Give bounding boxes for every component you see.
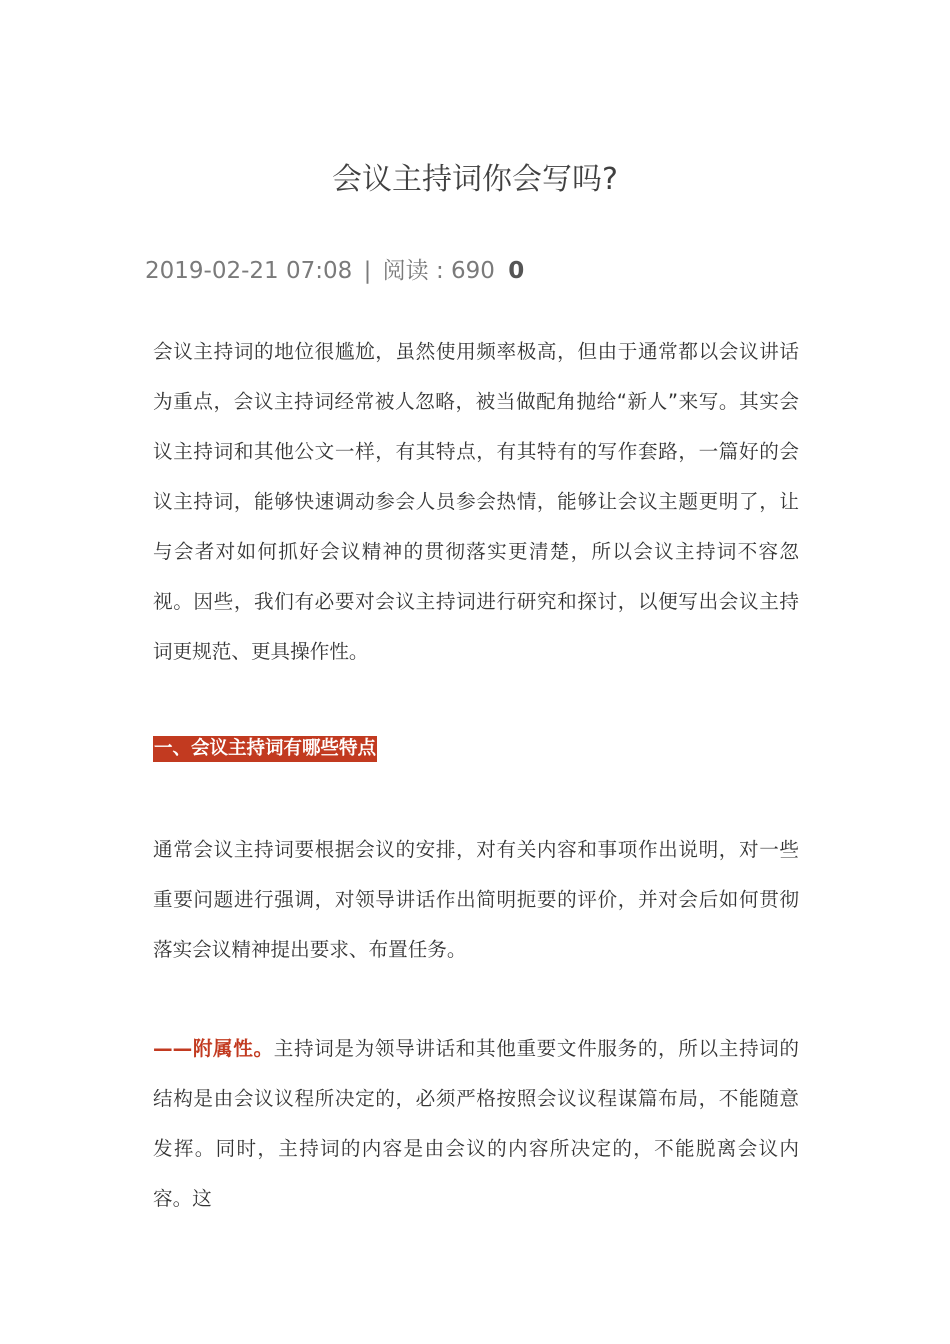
article-meta	[145, 254, 524, 288]
extra-count: 0	[508, 258, 525, 284]
meta-separator: |	[363, 258, 372, 284]
publish-datetime: 2019-02-21 07:08	[145, 258, 353, 284]
feature-paragraph	[153, 1024, 799, 1224]
feature-body: 主持词是为领导讲话和其他重要文件服务的，所以主持词的结构是由会议议程所决定的，必须严格按照会议议程谋篇布局，不能随意发挥。同时，主持词的内容是由会议的内容所决定的，不能脱离会议内容。这	[153, 1037, 800, 1210]
section-heading-wrap	[153, 736, 377, 764]
read-count: 阅读 : 690	[382, 258, 495, 284]
article-title: 会议主持词你会写吗?	[332, 162, 618, 197]
feature-lead: ——附属性。	[153, 1037, 274, 1060]
section-paragraph: 通常会议主持词要根据会议的安排，对有关内容和事项作出说明，对一些重要问题进行强调，对领导讲话作出简明扼要的评价，并对会后如何贯彻落实会议精神提出要求、布置任务。	[153, 838, 799, 961]
intro-paragraph: 会议主持词的地位很尴尬，虽然使用频率极高，但由于通常都以会议讲话为重点，会议主持词经常被人忽略，被当做配角抛给“新人”来写。其实会议主持词和其他公文一样，有其特点，有其特有的写作套路，一篇好的会议主持词，能够快速调动参会人员参会热情，能够让会议主题更明了，让与会者对如何抓好会议精神的贯彻落实更清楚，所以会议主持词不容忽视。因些，我们有必要对会议主持词进行研究和探讨，以便写出会议主持词更规范、更具操作性。	[153, 340, 799, 663]
section-heading: 一、会议主持词有哪些特点	[153, 736, 377, 762]
